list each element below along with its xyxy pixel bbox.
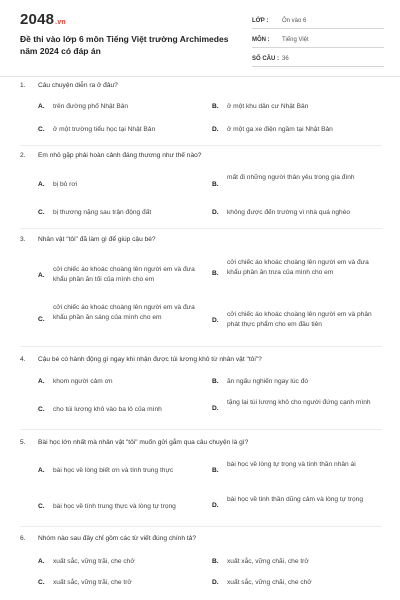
meta-row-subject [252, 32, 384, 48]
option-d[interactable]: D. cởi chiếc áo khoác choàng lên người em và phân phát thực phẩm cho em đầu tiên [212, 311, 372, 328]
option-b[interactable]: B. cởi chiếc áo khoác choàng lên người em và đưa khẩu phần ăn trưa của mình cho em [212, 259, 369, 277]
meta-label: LỚP : [252, 17, 269, 24]
option-c[interactable]: C. cởi chiếc áo khoác choàng lên người em và đưa khẩu phần ăn sáng của mình cho em [38, 304, 195, 323]
question-text: 2. Em nhỏ gặp phải hoàn cảnh đáng thương như thế nào? [20, 152, 202, 159]
option-d[interactable]: D. tặng lại túi lương khô cho người đứng cạnh mình [212, 399, 371, 412]
question-separator [20, 346, 382, 347]
option-b[interactable]: B. mất đi những người thân yêu trong gia đình [212, 174, 355, 188]
meta-label: MÔN : [252, 36, 270, 43]
question-text: 4. Cậu bé có hành động gì ngay khi nhận được túi lương khô từ nhân vật "tôi"? [20, 356, 262, 363]
meta-label: SỐ CÂU : [252, 55, 279, 62]
exam-meta [252, 13, 384, 70]
meta-row-count [252, 51, 384, 67]
page-title: Đề thi vào lớp 6 môn Tiếng Việt trường Archimedes năm 2024 có đáp án [20, 34, 229, 56]
question-text: 3. Nhân vật "tôi" đã làm gì để giúp cậu bé? [20, 236, 156, 243]
option-b[interactable]: B. bài học về lòng tự trọng và tinh thần nhân ái [212, 461, 356, 474]
option-d[interactable]: D. bài học về tinh thần dũng cảm và lòng tự trọng [212, 496, 364, 509]
meta-row-class [252, 13, 384, 29]
question-text: 5. Bài học lớn nhất mà nhân vật "tôi" muốn gửi gắm qua câu chuyện là gì? [20, 439, 249, 446]
question-separator [20, 145, 382, 146]
question-separator [20, 429, 382, 430]
meta-value: 36 [282, 55, 289, 62]
header [0, 0, 400, 72]
question-text: 6. Nhóm nào sau đây chỉ gồm các từ viết đúng chính tả? [20, 535, 196, 542]
question-separator [20, 228, 382, 229]
option-a[interactable]: A. cởi chiếc áo khoác choàng lên người em và đưa khẩu phần ăn tối của mình cho em [38, 266, 195, 283]
site-logo[interactable]: 2048.vn [20, 11, 66, 28]
meta-value: Tiếng Việt [282, 36, 309, 43]
header-divider [0, 76, 400, 77]
meta-value: Ôn vào 6 [282, 17, 307, 24]
question-separator [20, 526, 382, 527]
question-text: 1. Câu chuyện diễn ra ở đâu? [20, 82, 118, 89]
